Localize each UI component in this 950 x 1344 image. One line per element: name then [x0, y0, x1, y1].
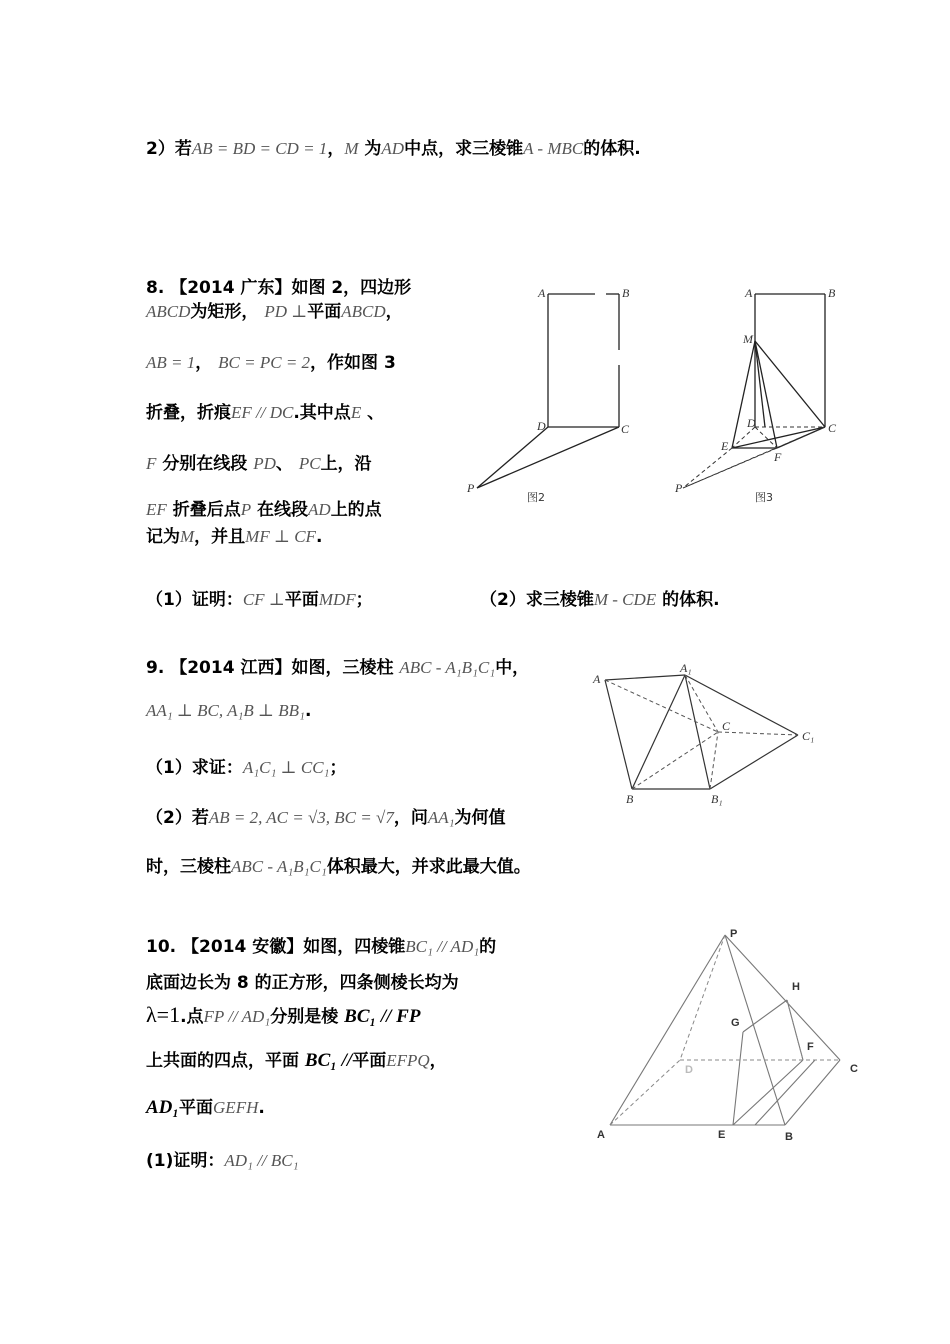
text: 的体积.	[583, 139, 641, 159]
math: BC₁ //	[304, 1050, 353, 1071]
math: CF ⊥	[242, 590, 285, 609]
text: .点	[180, 1007, 204, 1027]
math: AB = 1	[146, 353, 196, 372]
q8-line-8	[146, 589, 373, 611]
prism-edge-a-a1	[605, 675, 685, 680]
text: .	[304, 701, 312, 721]
fig2-label-b: B	[622, 286, 630, 300]
fig2-edge-dp	[477, 427, 548, 488]
math: EF // DC	[231, 403, 294, 422]
fig2-label-d: D	[537, 419, 546, 433]
text: 平面	[307, 302, 342, 322]
prism-edge-b1-c1	[710, 735, 798, 789]
text: 10. 【2014 安徽】如图，四棱锥	[146, 937, 406, 957]
pyramid-edge-pb	[725, 935, 785, 1125]
prism-label-c: C	[722, 719, 731, 733]
prism-label-c1: C₁	[802, 729, 815, 743]
q8-line-7	[146, 526, 322, 548]
q7-line-1	[146, 138, 641, 160]
pyramid-label-h: H	[792, 981, 800, 993]
fig3-edge-mf	[755, 341, 777, 448]
fig3-edge-fp	[683, 448, 777, 488]
math: BC₁ // AD₁	[405, 937, 480, 956]
math: AD	[381, 139, 405, 158]
figure-pyramid	[585, 920, 875, 1155]
text: 在线段	[257, 500, 309, 520]
figure-prism	[590, 660, 830, 810]
math: PC	[298, 454, 321, 473]
fig2-label-p: P	[467, 481, 475, 495]
math: P	[240, 500, 252, 519]
fig3-edge-me	[732, 341, 755, 448]
fig3-caption: 图3	[755, 491, 773, 504]
fig3-dashed	[683, 427, 825, 488]
text: 分别在线段	[162, 454, 248, 474]
figure-2-3-svg	[455, 270, 875, 515]
text: .	[258, 1098, 265, 1118]
math: λ=1	[146, 1002, 181, 1027]
math: GEFH	[213, 1098, 259, 1117]
fig3-label-b: B	[828, 286, 836, 300]
pyramid-edge-ad	[610, 1060, 680, 1125]
prism-label-b: B	[626, 792, 634, 806]
math: ABC - A₁B₁C₁	[231, 857, 327, 876]
text: 、	[367, 403, 385, 423]
pyramid-edge-inner	[755, 1060, 815, 1125]
pyramid-label-d: D	[685, 1064, 693, 1076]
q8-line-1	[146, 277, 411, 299]
text: 时，三棱柱	[146, 857, 231, 877]
pyramid-label-g: G	[731, 1017, 740, 1029]
math: ABC - A₁B₁C₁	[399, 658, 496, 677]
text: 为矩形，	[190, 302, 259, 322]
text: (1)证明：	[146, 1151, 225, 1171]
pyramid-hidden-edges	[610, 935, 840, 1125]
math: PD	[253, 454, 276, 473]
text: 折叠，折痕	[146, 403, 231, 423]
math: ABCD	[341, 302, 386, 321]
text: 、	[275, 454, 293, 474]
q9-line-1	[146, 657, 529, 679]
text: 底面边长为 8 的正方形，四条侧棱长均为	[146, 973, 459, 993]
fig2-label-c: C	[621, 422, 630, 436]
fig2-edge-cp	[477, 427, 619, 488]
prism-edge-b1-c	[710, 732, 718, 789]
text: ；	[329, 758, 347, 778]
prism-label-a: A	[593, 672, 601, 686]
fig2-caption: 图2	[527, 491, 545, 504]
prism-solid-edges	[605, 675, 798, 789]
q9-line-3	[146, 757, 346, 779]
q10-line-1	[146, 936, 496, 958]
text: （1）证明：	[146, 590, 243, 610]
fig3-edge-mc	[755, 341, 825, 427]
text: ，并且	[194, 527, 246, 547]
text: （2）若	[146, 808, 209, 828]
math: MF ⊥ CF	[245, 527, 316, 546]
pyramid-label-c: C	[850, 1063, 858, 1075]
pyramid-label-a: A	[597, 1129, 605, 1141]
text: 的	[479, 937, 497, 957]
text: 中点，求三棱锥	[404, 139, 524, 159]
text: 为何值	[454, 808, 506, 828]
q8-line-6	[146, 499, 382, 521]
q9-line-2	[146, 700, 311, 722]
q10-line-6	[146, 1150, 299, 1172]
fig3-label-f: F	[774, 450, 782, 464]
prism-label-a1: A₁	[680, 661, 692, 675]
figure-pyramid-svg	[585, 920, 875, 1155]
fig3-edge-ep	[683, 448, 732, 488]
prism-edge-a1-c1	[685, 675, 798, 735]
math: A - MBC	[523, 139, 584, 158]
prism-hidden-edges	[605, 675, 798, 789]
pyramid-label-e: E	[718, 1129, 726, 1141]
q9-line-5	[146, 856, 531, 878]
q10-line-3	[146, 1004, 420, 1028]
text: 2）若	[146, 139, 192, 159]
math: FP // AD₁	[203, 1007, 271, 1026]
text: 9. 【2014 江西】如图，三棱柱	[146, 658, 394, 678]
text: 分别是棱	[270, 1007, 339, 1027]
fig3-label-p: P	[675, 481, 683, 495]
q8-line-5	[146, 453, 372, 475]
text: 平面	[284, 590, 319, 610]
q8-line-3	[146, 352, 396, 374]
text: 中，	[495, 658, 530, 678]
pyramid-edge-eg	[733, 1032, 743, 1125]
text: 8. 【2014 广东】如图 2，四边形	[146, 278, 412, 298]
text: 平面	[352, 1051, 387, 1071]
math: BC₁ // FP	[344, 1006, 421, 1027]
pyramid-edge-hf-hidden	[787, 1000, 803, 1060]
math: EFPQ	[386, 1051, 430, 1070]
math: A₁C₁ ⊥ CC₁	[242, 758, 330, 777]
q8-line-8b	[480, 589, 720, 611]
text: 上共面的四点，平面	[146, 1051, 299, 1071]
text: ，	[429, 1051, 447, 1071]
math: AB = 2, AC = √3, BC = √7	[208, 808, 394, 827]
math: EF	[146, 500, 167, 519]
math: AD₁	[146, 1097, 180, 1118]
prism-edge-a-b	[605, 680, 632, 789]
text: 为	[364, 139, 382, 159]
text: 记为	[146, 527, 180, 547]
fig3-lines	[732, 294, 825, 448]
pyramid-label-f: F	[807, 1041, 814, 1053]
text: 体积最大，并求此最大值。	[326, 857, 531, 877]
math: AD	[308, 500, 331, 519]
fig2-label-a: A	[538, 286, 546, 300]
text: （2）求三棱锥	[480, 590, 594, 610]
math: AA₁	[427, 808, 455, 827]
text: ，	[385, 302, 403, 322]
text: （1）求证：	[146, 758, 243, 778]
text: ；	[355, 590, 373, 610]
text: .	[315, 527, 323, 547]
pyramid-edge-gh	[743, 1000, 787, 1032]
text: ，作如图 3	[310, 353, 396, 373]
math: AD₁ // BC₁	[224, 1151, 299, 1170]
pyramid-label-b: B	[785, 1131, 793, 1143]
math: M - CDE	[593, 590, 657, 609]
fig3-label-d: D	[747, 416, 756, 430]
text: 平面	[179, 1098, 214, 1118]
math: MDF	[318, 590, 356, 609]
fig3-label-a: A	[745, 286, 753, 300]
pyramid-solid-edges	[610, 935, 840, 1125]
fig3-label-e: E	[721, 439, 729, 453]
q10-line-2	[146, 972, 459, 994]
fig3-label-m: M	[743, 332, 753, 346]
math: F	[146, 454, 157, 473]
text: ，问	[393, 808, 428, 828]
math: BC = PC = 2	[218, 353, 311, 372]
fig2-lines	[477, 294, 619, 488]
text: .其中点	[293, 403, 351, 423]
figure-2-3	[455, 270, 875, 515]
fig3-label-c: C	[828, 421, 837, 435]
text: ，	[195, 353, 213, 373]
math: E	[350, 403, 362, 422]
q9-line-4	[146, 807, 506, 829]
figure-prism-svg	[590, 660, 830, 810]
math: ABCD	[146, 302, 191, 321]
q8-line-4	[146, 402, 384, 424]
pyramid-edge-pa	[610, 935, 725, 1125]
math: AB = BD = CD = 1	[191, 139, 328, 158]
math: M	[344, 139, 359, 158]
text: 上的点	[330, 500, 382, 520]
text: 折叠后点	[172, 500, 241, 520]
fig3-edge-ec	[732, 427, 825, 448]
math: PD ⊥	[264, 302, 308, 321]
prism-edge-a1-b1	[685, 675, 710, 789]
text: ，	[327, 139, 345, 159]
pyramid-label-p: P	[730, 928, 738, 940]
math: M	[180, 527, 195, 546]
text: 上，沿	[320, 454, 372, 474]
q8-line-2	[146, 301, 403, 323]
math: AA₁ ⊥ BC, A₁B ⊥ BB₁	[146, 701, 305, 720]
text: 的体积.	[662, 590, 720, 610]
q10-line-5	[146, 1097, 265, 1119]
q10-line-4	[146, 1050, 447, 1072]
prism-label-b1: B₁	[711, 792, 723, 806]
